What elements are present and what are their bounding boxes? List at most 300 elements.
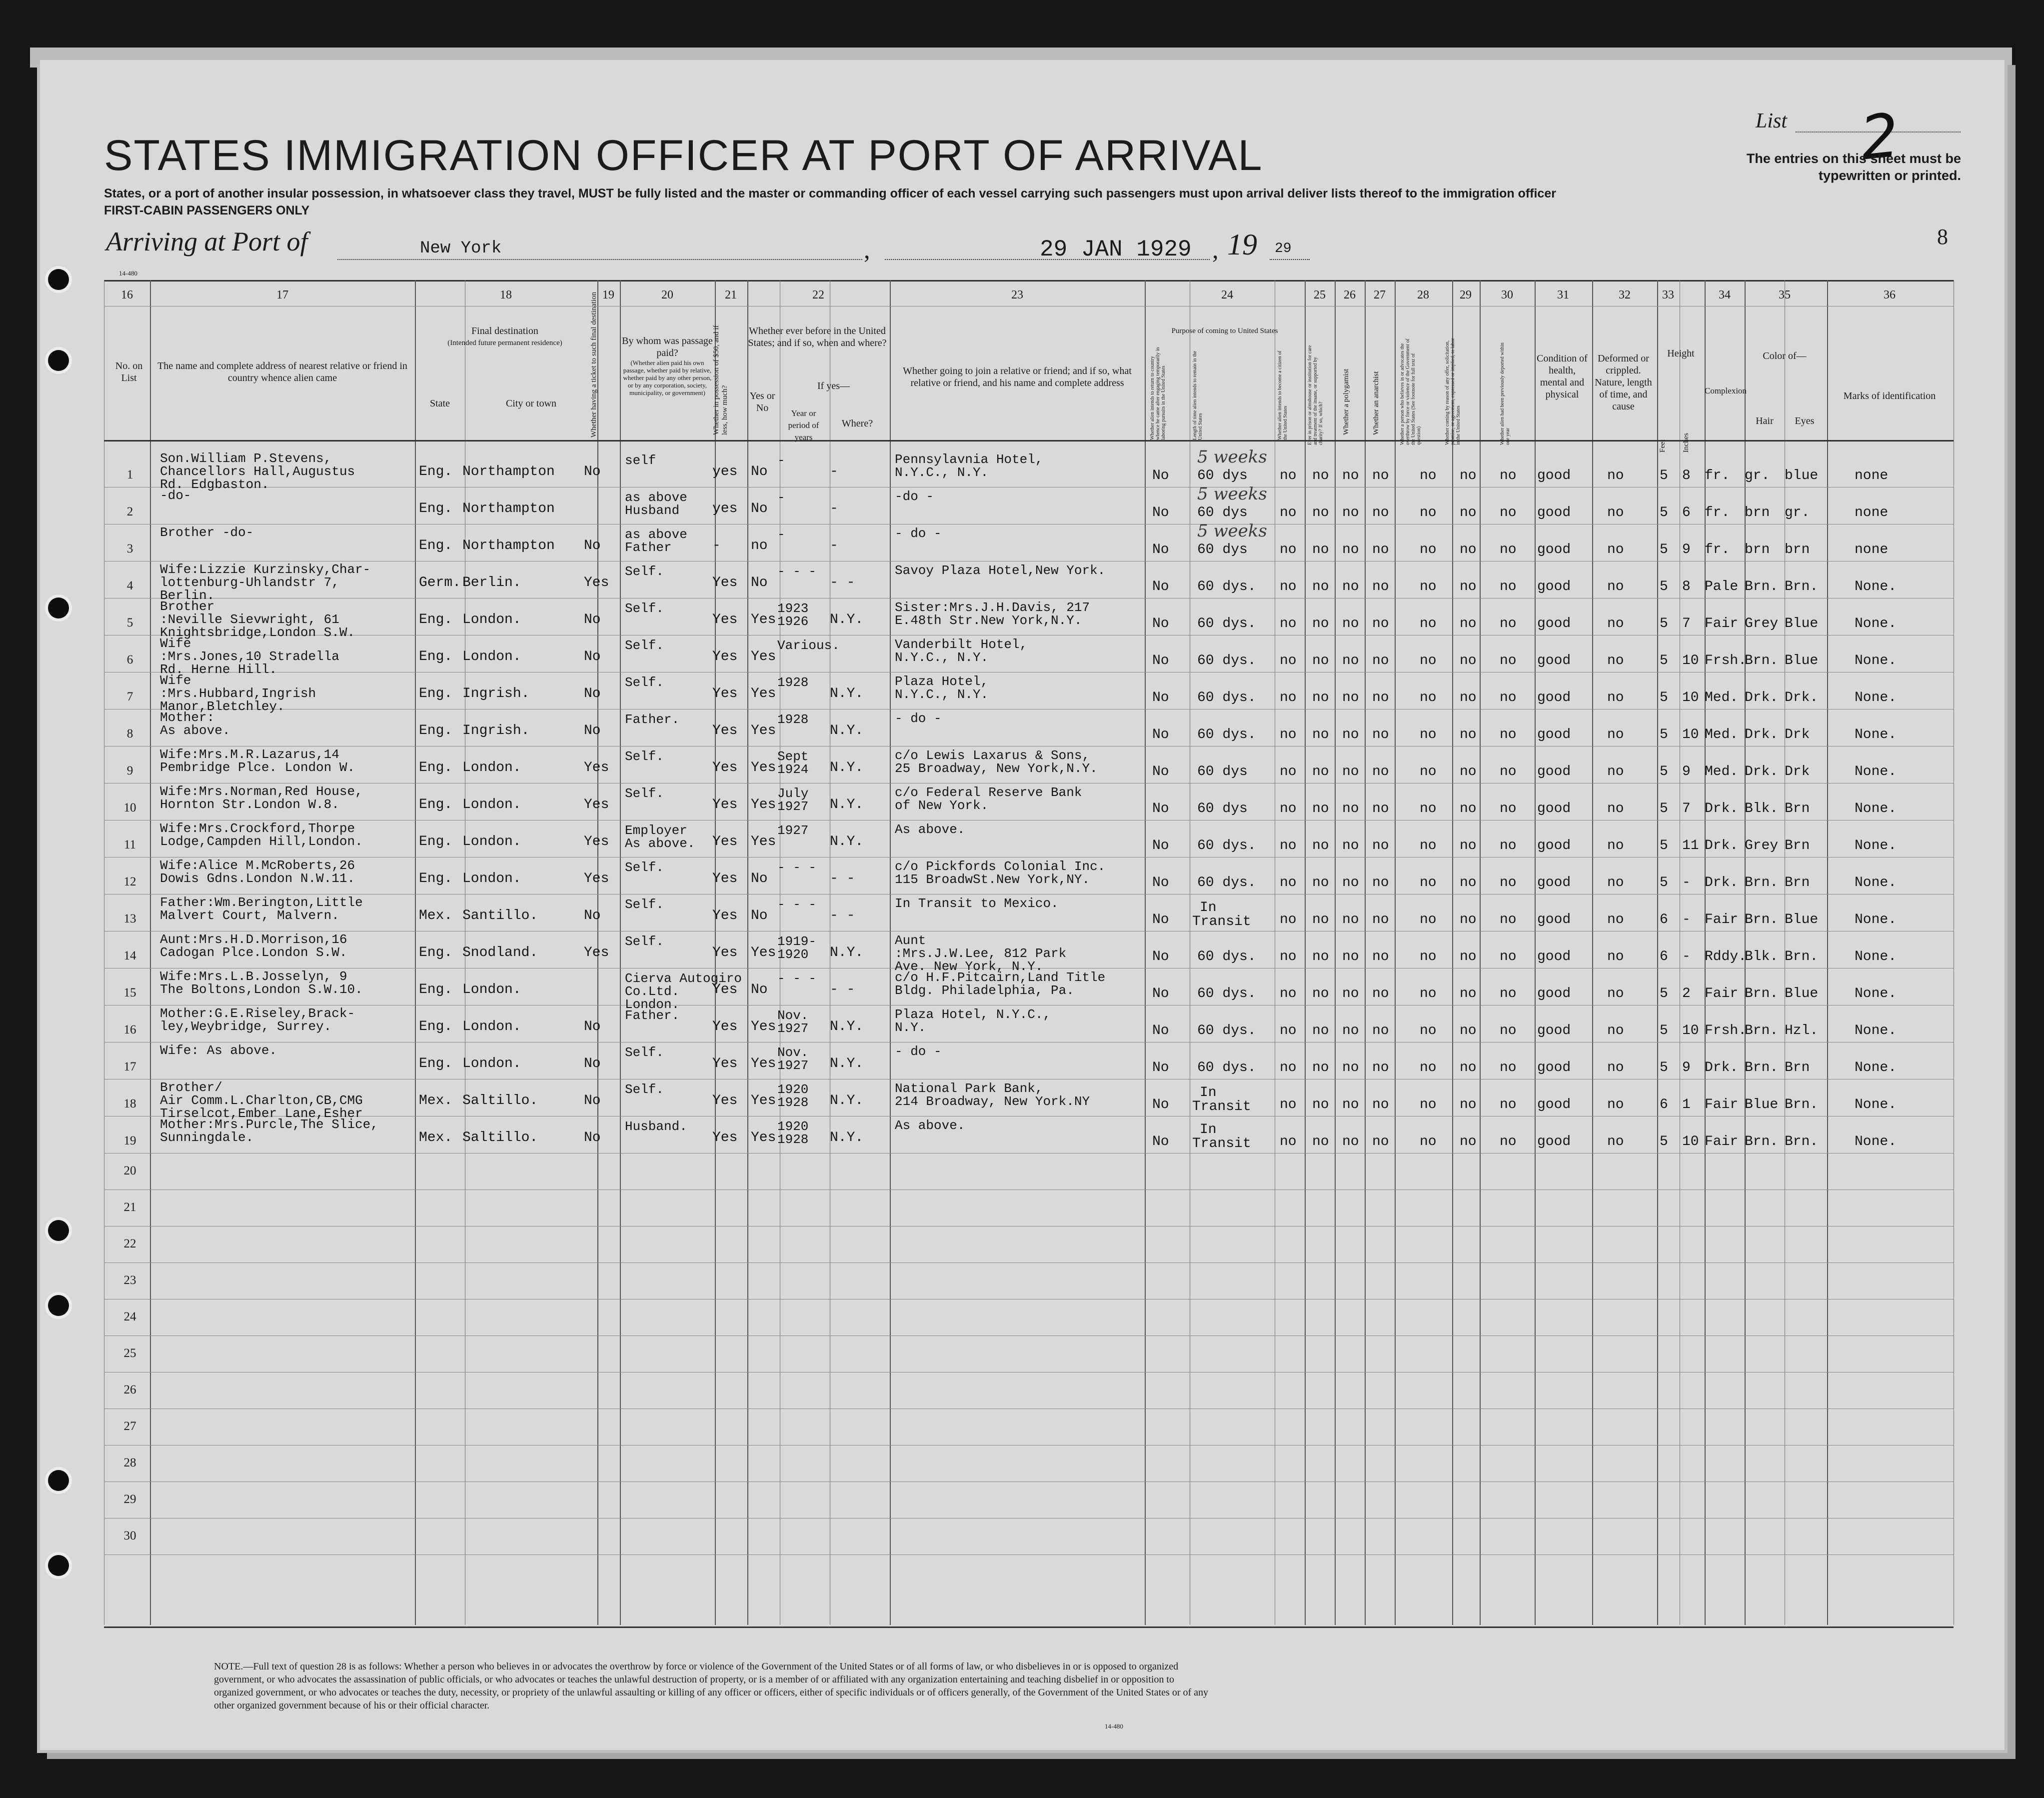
ticket-cell: No [584, 908, 601, 924]
q30-cell: no [1500, 1134, 1517, 1150]
year-period-cell: - [777, 453, 785, 468]
polygamist-cell: no [1342, 838, 1359, 854]
height-feet-cell: 5 [1660, 616, 1668, 632]
q28-cell: no [1420, 801, 1437, 816]
prison-cell: no [1312, 1134, 1329, 1150]
marks-cell: None. [1855, 912, 1897, 928]
height-inches-cell: 10 [1682, 727, 1699, 742]
eyes-cell: Brn [1785, 1060, 1810, 1076]
ever-before-cell: Yes [751, 723, 776, 738]
deformed-cell: no [1607, 1023, 1624, 1038]
footer-form-number: 14-480 [1105, 1722, 1123, 1730]
passage-paid-cell: Husband. [625, 1119, 687, 1134]
relative-address: Sunningdale. [160, 1130, 254, 1145]
q30-cell: no [1500, 505, 1517, 520]
column-number: 21 [725, 288, 737, 302]
polygamist-cell: no [1342, 653, 1359, 668]
marks-cell: None. [1855, 690, 1897, 706]
header-yes-or-no: Yes or No [749, 390, 775, 414]
city-cell: Ingrish. [462, 686, 530, 702]
eyes-cell: Blue [1785, 912, 1819, 928]
anarchist-cell: no [1372, 1060, 1389, 1076]
passage-note: (Whether alien paid his own passage, whether paid by relative, whether paid by any other person, or by any corporation, society, municipality, or government) [623, 359, 712, 396]
q29-cell: no [1460, 505, 1477, 520]
marks-cell: None. [1855, 1060, 1897, 1076]
eyes-cell: Blue [1785, 986, 1819, 1002]
where-cell: N.Y. [830, 612, 864, 628]
purpose-return-cell: No [1152, 912, 1169, 928]
hair-cell: gr. [1745, 468, 1770, 484]
complexion-cell: Med. [1705, 727, 1739, 742]
passage-paid-cell: Self. [625, 897, 664, 912]
height-feet-cell: 5 [1660, 875, 1668, 890]
purpose-return-cell: No [1152, 801, 1169, 816]
hair-cell: Drk. [1745, 690, 1779, 706]
q28-cell: no [1420, 875, 1437, 890]
anarchist-cell: no [1372, 505, 1389, 520]
deformed-cell: no [1607, 579, 1624, 594]
health-cell: good [1537, 1060, 1571, 1076]
prison-cell: no [1312, 542, 1329, 558]
hair-cell: Blk. [1745, 949, 1779, 964]
year-period-cell: 1927 [777, 1021, 809, 1036]
health-cell: good [1537, 690, 1571, 706]
row-rule [104, 709, 1954, 710]
arriving-label: Arriving at Port of [106, 226, 308, 256]
joining-relative-cell: - do - [895, 526, 942, 541]
eyes-cell: Blue [1785, 616, 1819, 632]
prison-cell: no [1312, 505, 1329, 520]
height-inches-cell: 9 [1682, 764, 1691, 780]
row-number: 24 [123, 1310, 136, 1324]
state-cell: Mex. [419, 908, 453, 924]
purpose-length-cell: 60 dys. [1197, 616, 1256, 632]
complexion-cell: Fair [1705, 1097, 1739, 1112]
row-number: 9 [126, 764, 133, 778]
row-number: 26 [123, 1383, 136, 1396]
complexion-cell: Frsh. [1705, 1023, 1747, 1038]
complexion-cell: fr. [1705, 542, 1730, 558]
hair-cell: Brn. [1745, 912, 1779, 928]
ticket-cell: No [584, 538, 601, 554]
column-number: 36 [1884, 288, 1896, 302]
deformed-cell: no [1607, 801, 1624, 816]
year-period-cell: 1924 [777, 762, 809, 777]
where-cell: N.Y. [830, 834, 864, 850]
passage-paid-cell: Self. [625, 786, 664, 801]
city-cell: London. [462, 612, 521, 628]
height-inches-cell: 11 [1682, 838, 1699, 854]
ever-before-cell: No [751, 501, 768, 516]
row-number: 29 [123, 1492, 136, 1506]
purpose-length-cell: Transit [1192, 1136, 1251, 1152]
relative-address: Wife [160, 673, 191, 688]
purpose-length-cell: 60 dys. [1197, 653, 1256, 668]
marks-cell: none [1855, 505, 1889, 520]
column-rule [415, 280, 416, 1625]
hair-cell: Brn. [1745, 653, 1779, 668]
health-cell: good [1537, 653, 1571, 668]
eyes-cell: Brn. [1785, 579, 1819, 594]
citizen-cell: no [1280, 505, 1297, 520]
joining-relative-cell: Ave. New York, N.Y. [895, 959, 1043, 974]
where-cell: N.Y. [830, 686, 864, 702]
marks-cell: None. [1855, 986, 1897, 1002]
header-fifty-dollars: Whether in possession of $50, and if less, how much? [712, 325, 729, 435]
header-marks: Marks of identification [1843, 390, 1936, 402]
joining-relative-cell: N.Y.C., N.Y. [895, 687, 989, 702]
q30-cell: no [1500, 579, 1517, 594]
column-number: 32 [1619, 288, 1631, 302]
q29-cell: no [1460, 468, 1477, 484]
joining-relative-cell: Plaza Hotel, [895, 674, 989, 689]
complexion-cell: fr. [1705, 468, 1730, 484]
fifty-dollars-cell: Yes [712, 797, 738, 812]
row-number: 25 [123, 1346, 136, 1360]
fifty-dollars-cell: Yes [712, 1130, 738, 1146]
relative-address: Wife:Alice M.McRoberts,26 [160, 858, 355, 873]
binder-hole [48, 598, 69, 618]
q28-cell: no [1420, 986, 1437, 1002]
column-number: 35 [1779, 288, 1791, 302]
ever-before-cell: No [751, 871, 768, 886]
joining-relative-cell: c/o H.F.Pitcairn,Land Title [895, 970, 1106, 985]
complexion-cell: Rddy. [1705, 949, 1747, 964]
q29-cell: no [1460, 1134, 1477, 1150]
citizen-cell: no [1280, 764, 1297, 780]
column-rule [1452, 280, 1453, 1625]
state-cell: Eng. [419, 649, 453, 664]
header-q30: Whether alien had been previously deported within one year [1500, 342, 1511, 445]
row-rule [104, 857, 1954, 858]
list-label: List [1756, 110, 1788, 132]
joining-relative-cell: N.Y.C., N.Y. [895, 650, 989, 665]
health-cell: good [1537, 912, 1571, 928]
hair-cell: Brn. [1745, 986, 1779, 1002]
eyes-cell: blue [1785, 468, 1819, 484]
comma: , [1212, 236, 1219, 264]
health-cell: good [1537, 616, 1571, 632]
citizen-cell: no [1280, 949, 1297, 964]
deformed-cell: no [1607, 690, 1624, 706]
purpose-return-cell: No [1152, 468, 1169, 484]
marks-cell: None. [1855, 875, 1897, 890]
joining-relative-cell: :Mrs.J.W.Lee, 812 Park [895, 946, 1067, 961]
ticket-cell: No [584, 649, 601, 664]
fifty-dollars-cell: - [712, 538, 721, 554]
header-polygamist: Whether a polygamist [1342, 368, 1350, 435]
fifty-dollars-cell: Yes [712, 649, 738, 664]
column-rule [1827, 280, 1828, 1625]
height-feet-cell: 6 [1660, 912, 1668, 928]
height-inches-cell: 2 [1682, 986, 1691, 1002]
complexion-cell: Fair [1705, 912, 1739, 928]
relative-address: Brother/ [160, 1080, 222, 1095]
q29-cell: no [1460, 690, 1477, 706]
city-cell: Saltillo. [462, 1130, 538, 1146]
column-number: 33 [1662, 288, 1674, 302]
height-feet-cell: 6 [1660, 1097, 1668, 1112]
row-rule [104, 635, 1954, 636]
purpose-length-cell: 60 dys [1197, 542, 1248, 558]
marks-cell: None. [1855, 764, 1897, 780]
state-cell: Germ. [419, 575, 461, 590]
joining-relative-cell: Vanderbilt Hotel, [895, 637, 1028, 652]
purpose-return-cell: No [1152, 949, 1169, 964]
purpose-length-cell: 60 dys. [1197, 579, 1256, 594]
where-cell: - - [830, 871, 855, 886]
height-feet-cell: 5 [1660, 986, 1668, 1002]
marks-cell: None. [1855, 616, 1897, 632]
state-cell: Mex. [419, 1130, 453, 1146]
passage-paid-cell: Father [625, 540, 672, 555]
purpose-return-cell: No [1152, 653, 1169, 668]
purpose-length-cell: 60 dys. [1197, 1023, 1256, 1038]
height-feet-cell: 5 [1660, 579, 1668, 594]
purpose-length-cell: In [1200, 1122, 1217, 1138]
relative-address: Wife [160, 636, 191, 651]
complexion-cell: Med. [1705, 764, 1739, 780]
complexion-cell: Drk. [1705, 801, 1739, 816]
relative-address: -do- [160, 488, 191, 503]
state-cell: Eng. [419, 686, 453, 702]
deformed-cell: no [1607, 727, 1624, 742]
joining-relative-cell: -do - [895, 489, 934, 504]
state-cell: Eng. [419, 464, 453, 480]
header-year-period: Year or period of years [788, 408, 819, 442]
city-cell: Berlin. [462, 575, 521, 590]
polygamist-cell: no [1342, 579, 1359, 594]
column-number: 17 [276, 288, 288, 302]
height-feet-cell: 5 [1660, 727, 1668, 742]
row-number: 18 [123, 1097, 136, 1110]
ticket-cell: No [584, 612, 601, 628]
row-number: 14 [123, 949, 136, 962]
marks-cell: None. [1855, 1134, 1897, 1150]
eyes-cell: Drk [1785, 764, 1810, 780]
state-cell: Eng. [419, 538, 453, 554]
typewritten-note: The entries on this sheet must be typewritten or printed. [1746, 151, 1961, 183]
year-period-cell: - - - [777, 860, 817, 875]
prison-cell: no [1312, 1060, 1329, 1076]
prison-cell: no [1312, 838, 1329, 854]
passage-paid-cell: Self. [625, 934, 664, 949]
final-destination-note: (Intended future permanent residence) [447, 339, 562, 347]
row-rule [104, 1299, 1954, 1300]
state-cell: Eng. [419, 760, 453, 776]
hair-cell: brn [1745, 505, 1770, 520]
column-rule [150, 280, 151, 1625]
ever-before-cell: Yes [751, 760, 776, 776]
polygamist-cell: no [1342, 875, 1359, 890]
polygamist-cell: no [1342, 727, 1359, 742]
joining-relative-cell: In Transit to Mexico. [895, 896, 1059, 911]
prison-cell: no [1312, 875, 1329, 890]
fifty-dollars-cell: Yes [712, 1093, 738, 1108]
relative-address: Wife:Mrs.M.R.Lazarus,14 [160, 747, 339, 762]
relative-address: ley,Weybridge, Surrey. [160, 1019, 332, 1034]
fifty-dollars-cell: Yes [712, 945, 738, 960]
height-feet-cell: 6 [1660, 949, 1668, 964]
passage-paid-cell: Self. [625, 749, 664, 764]
relative-address: Wife:Mrs.Norman,Red House, [160, 784, 363, 799]
relative-address: Pembridge Plce. London W. [160, 760, 355, 775]
citizen-cell: no [1280, 727, 1297, 742]
header-passage [620, 335, 715, 396]
row-number: 16 [123, 1023, 136, 1036]
height-inches-cell: 6 [1682, 505, 1691, 520]
binder-hole [48, 1220, 69, 1241]
anarchist-cell: no [1372, 801, 1389, 816]
row-rule [104, 1153, 1954, 1154]
q29-cell: no [1460, 1060, 1477, 1076]
ever-before-cell: Yes [751, 649, 776, 664]
q28-cell: no [1420, 616, 1437, 632]
fifty-dollars-cell: Yes [712, 760, 738, 776]
deformed-cell: no [1607, 949, 1624, 964]
citizen-cell: no [1280, 1134, 1297, 1150]
q30-cell: no [1500, 801, 1517, 816]
health-cell: good [1537, 838, 1571, 854]
column-rule [1395, 280, 1396, 1625]
header-relative: The name and complete address of nearest relative or friend in country whence alien came [157, 360, 407, 384]
relative-address: Father:Wm.Berington,Little [160, 895, 363, 910]
eyes-cell: Brn. [1785, 1134, 1819, 1150]
relative-address: Knightsbridge,London S.W. [160, 625, 355, 640]
health-cell: good [1537, 764, 1571, 780]
header-joining: Whether going to join a relative or friend; and if so, what relative or friend, and his name and complete address [903, 366, 1132, 388]
header-inches: Inches [1682, 432, 1690, 452]
subtitle [104, 185, 1754, 219]
ever-before-cell: Yes [751, 1019, 776, 1034]
health-cell: good [1537, 505, 1571, 520]
ticket-cell: Yes [584, 760, 609, 776]
polygamist-cell: no [1342, 1134, 1359, 1150]
row-number: 20 [123, 1164, 136, 1178]
passage-paid-cell: Father. [625, 1008, 680, 1023]
fifty-dollars-cell: Yes [712, 686, 738, 702]
purpose-return-cell: No [1152, 838, 1169, 854]
deformed-cell: no [1607, 912, 1624, 928]
purpose-length-cell: 60 dys. [1197, 690, 1256, 706]
relative-address: Aunt:Mrs.H.D.Morrison,16 [160, 932, 347, 947]
anarchist-cell: no [1372, 616, 1389, 632]
city-cell: Ingrish. [462, 723, 530, 738]
joining-relative-cell: E.48th Str.New York,N.Y. [895, 613, 1082, 628]
header-purpose-length: Length of time alien intends to remain in the United States [1192, 350, 1203, 440]
height-inches-cell: - [1682, 949, 1691, 964]
state-cell: Eng. [419, 612, 453, 628]
q29-cell: no [1460, 801, 1477, 816]
year-line [1270, 259, 1310, 260]
fifty-dollars-cell: yes [712, 464, 738, 480]
column-rule [1657, 280, 1658, 1625]
complexion-cell: Fair [1705, 986, 1739, 1002]
polygamist-cell: no [1342, 1023, 1359, 1038]
row-number: 30 [123, 1529, 136, 1542]
complexion-cell: Med. [1705, 690, 1739, 706]
passage-paid-cell: Self. [625, 564, 664, 579]
marks-cell: None. [1855, 579, 1897, 594]
handwritten-annotation: 5 weeks [1197, 484, 1267, 504]
city-cell: London. [462, 982, 521, 998]
ever-before-cell: No [751, 575, 768, 590]
passage-paid-cell: Employer [625, 823, 687, 838]
purpose-length-cell: Transit [1192, 914, 1251, 930]
ever-before-cell: Yes [751, 612, 776, 628]
relative-address: Mother:G.E.Riseley,Brack- [160, 1006, 355, 1021]
q30-cell: no [1500, 1060, 1517, 1076]
year-period-cell: 1928 [777, 1132, 809, 1147]
passage-paid-cell: Co.Ltd. [625, 984, 680, 999]
q29-cell: no [1460, 838, 1477, 854]
deformed-cell: no [1607, 764, 1624, 780]
q28-cell: no [1420, 505, 1437, 520]
relative-address: Wife:Lizzie Kurzinsky,Char- [160, 562, 371, 577]
height-feet-cell: 5 [1660, 505, 1668, 520]
joining-relative-cell: of New York. [895, 798, 989, 813]
q28-cell: no [1420, 764, 1437, 780]
joining-relative-cell: 214 Broadway, New York.NY [895, 1094, 1090, 1109]
column-rule [1480, 280, 1481, 1625]
binder-hole [48, 1470, 69, 1491]
header-prison: Ever in prison or almshouse or institution for care and treatment of the insane, or supported by charity? If so, which? [1307, 345, 1324, 445]
port-line [337, 259, 862, 260]
purpose-return-cell: No [1152, 727, 1169, 742]
purpose-length-cell: 60 dys. [1197, 875, 1256, 890]
header-city: City or town [505, 398, 557, 409]
health-cell: good [1537, 801, 1571, 816]
height-inches-cell: 10 [1682, 653, 1699, 668]
row-number: 22 [123, 1237, 136, 1250]
anarchist-cell: no [1372, 1023, 1389, 1038]
passage-paid-cell: as above [625, 527, 687, 542]
ever-before-cell: Yes [751, 797, 776, 812]
column-number: 27 [1374, 288, 1386, 302]
q29-cell: no [1460, 949, 1477, 964]
passage-paid-cell: Self. [625, 860, 664, 875]
row-number: 17 [123, 1060, 136, 1074]
where-cell: N.Y. [830, 1019, 864, 1034]
year-period-cell: July [777, 786, 809, 801]
relative-address: Malvert Court, Malvern. [160, 908, 339, 923]
joining-relative-cell: - do - [895, 1044, 942, 1059]
row-number: 27 [123, 1420, 136, 1433]
purpose-length-cell: 60 dys. [1197, 727, 1256, 742]
purpose-length-cell: 60 dys. [1197, 949, 1256, 964]
health-cell: good [1537, 468, 1571, 484]
citizen-cell: no [1280, 1023, 1297, 1038]
year-period-cell: 1920 [777, 1082, 809, 1097]
row-number: 11 [123, 838, 136, 852]
height-feet-cell: 5 [1660, 1134, 1668, 1150]
purpose-return-cell: No [1152, 579, 1169, 594]
joining-relative-cell: 115 BroadwSt.New York,NY. [895, 872, 1090, 887]
ticket-cell: No [584, 723, 601, 738]
citizen-cell: no [1280, 653, 1297, 668]
header-deformed: Deformed or crippled. Nature, length of time, and cause [1595, 353, 1652, 412]
column-number: 25 [1314, 288, 1326, 302]
header-rule [104, 440, 1954, 442]
year-suffix: 29 [1275, 241, 1292, 256]
passage-paid-cell: self [625, 453, 656, 468]
column-rule [747, 280, 748, 1625]
hair-cell: Brn. [1745, 1023, 1779, 1038]
header-height: Height [1667, 348, 1695, 359]
relative-address: Hornton Str.London W.8. [160, 797, 339, 812]
year-period-cell: Nov. [777, 1008, 809, 1023]
purpose-return-cell: No [1152, 1060, 1169, 1076]
